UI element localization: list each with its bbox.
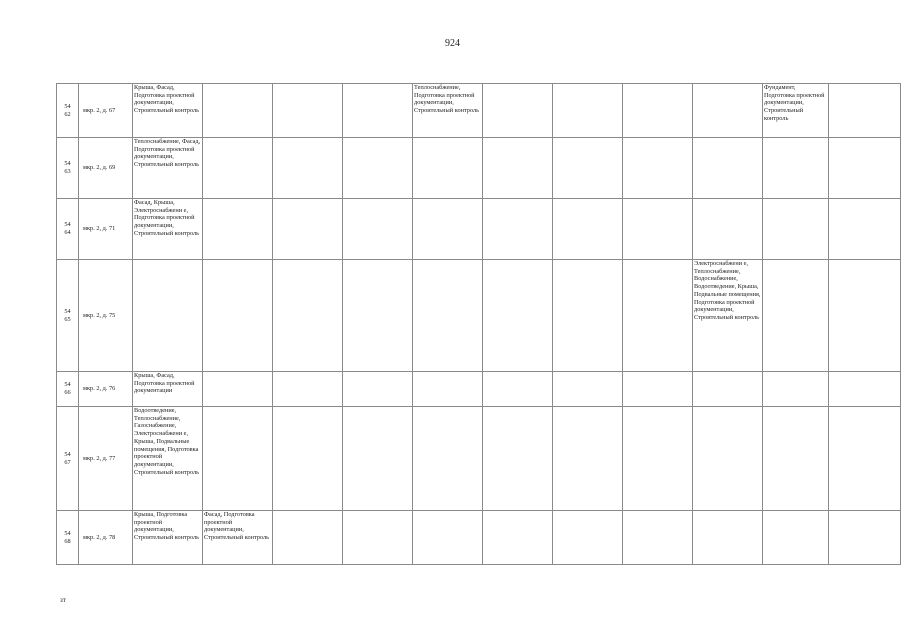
table-row: [57, 84, 901, 138]
work-type-cell: [693, 407, 763, 511]
work-type-cell: [273, 407, 343, 511]
table-row: [57, 511, 901, 565]
work-type-cell: [203, 372, 273, 407]
work-type-cell: [553, 84, 623, 138]
row-number-cell: 54 68: [57, 511, 79, 565]
table-row: [57, 199, 901, 260]
table-row: [57, 407, 901, 511]
work-type-cell: [693, 511, 763, 565]
work-type-cell: [829, 260, 901, 372]
work-type-cell: [829, 199, 901, 260]
work-type-cell: [693, 199, 763, 260]
work-type-cell: [829, 138, 901, 199]
address-cell: мкр. 2, д. 69: [79, 138, 133, 199]
address-cell: мкр. 2, д. 67: [79, 84, 133, 138]
work-type-cell: [413, 407, 483, 511]
work-type-cell: Крыша, Фасад, Подготовка проектной документации, Строительный контроль: [133, 84, 203, 138]
work-type-cell: Фасад, Подготовка проектной документации, Строительный контроль: [203, 511, 273, 565]
address-cell: мкр. 2, д. 75: [79, 260, 133, 372]
work-type-cell: [623, 84, 693, 138]
work-type-cell: [763, 511, 829, 565]
work-type-cell: [273, 84, 343, 138]
work-type-cell: [273, 260, 343, 372]
work-type-cell: [553, 199, 623, 260]
work-type-cell: [273, 511, 343, 565]
work-type-cell: [483, 260, 553, 372]
work-type-cell: [483, 372, 553, 407]
work-type-cell: Крыша, Подготовка проектной документации, Строительный контроль: [133, 511, 203, 565]
work-type-cell: [413, 199, 483, 260]
address-cell: мкр. 2, д. 77: [79, 407, 133, 511]
table-row: [57, 372, 901, 407]
work-type-cell: Крыша, Фасад, Подготовка проектной документации: [133, 372, 203, 407]
row-number-cell: 54 64: [57, 199, 79, 260]
work-type-cell: [553, 372, 623, 407]
work-type-cell: [553, 511, 623, 565]
work-type-cell: [829, 511, 901, 565]
table-row: [57, 260, 901, 372]
work-type-cell: Фасад, Крыша, Электроснабжени е, Подготовка проектной документации, Строительный контроль: [133, 199, 203, 260]
work-type-cell: [483, 407, 553, 511]
work-type-cell: [763, 138, 829, 199]
work-type-cell: [829, 84, 901, 138]
address-cell: мкр. 2, д. 71: [79, 199, 133, 260]
work-type-cell: [273, 138, 343, 199]
work-type-cell: [203, 84, 273, 138]
work-type-cell: [203, 407, 273, 511]
work-type-cell: [483, 138, 553, 199]
row-number-cell: 54 65: [57, 260, 79, 372]
footer-mark: зт: [60, 596, 66, 604]
row-number-cell: 54 62: [57, 84, 79, 138]
work-type-cell: [203, 138, 273, 199]
work-type-cell: [273, 372, 343, 407]
table-row: [57, 138, 901, 199]
work-type-cell: [483, 199, 553, 260]
work-type-cell: [623, 511, 693, 565]
work-type-cell: [553, 138, 623, 199]
work-type-cell: [343, 407, 413, 511]
work-type-cell: [413, 138, 483, 199]
work-type-cell: [623, 407, 693, 511]
work-type-cell: [343, 84, 413, 138]
work-type-cell: [343, 372, 413, 407]
work-type-cell: Теплоснабжение, Фасад, Подготовка проектной документации, Строительный контроль: [133, 138, 203, 199]
address-cell: мкр. 2, д. 76: [79, 372, 133, 407]
work-type-cell: [203, 260, 273, 372]
work-type-cell: [553, 260, 623, 372]
work-type-cell: Электроснабжени е, Теплоснабжение, Водоснабжение, Водоотведение, Крыша, Подвальные помещения, Подготовка проектной документации, Строительный контроль: [693, 260, 763, 372]
row-number-cell: 54 67: [57, 407, 79, 511]
work-schedule-table: [56, 83, 901, 565]
work-type-cell: Водоотведение, Теплоснабжение, Газоснабжение, Электроснабжени е, Крыша, Подвальные помещения, Подготовка проектной документации, Строительный контроль: [133, 407, 203, 511]
work-type-cell: [273, 199, 343, 260]
work-type-cell: [623, 372, 693, 407]
work-type-cell: [763, 199, 829, 260]
work-type-cell: Фундамент, Подготовка проектной документации, Строительный контроль: [763, 84, 829, 138]
page-number: 924: [445, 38, 460, 49]
work-type-cell: [763, 260, 829, 372]
work-type-cell: [203, 199, 273, 260]
work-type-cell: [693, 138, 763, 199]
work-type-cell: [553, 407, 623, 511]
work-type-cell: Теплоснабжение, Подготовка проектной документации, Строительный контроль: [413, 84, 483, 138]
row-number-cell: 54 63: [57, 138, 79, 199]
work-type-cell: [343, 511, 413, 565]
work-type-cell: [623, 260, 693, 372]
work-type-cell: [343, 138, 413, 199]
work-type-cell: [133, 260, 203, 372]
work-type-cell: [829, 407, 901, 511]
work-type-cell: [623, 138, 693, 199]
work-type-cell: [623, 199, 693, 260]
work-type-cell: [483, 511, 553, 565]
address-cell: мкр. 2, д. 78: [79, 511, 133, 565]
work-type-cell: [829, 372, 901, 407]
work-type-cell: [343, 199, 413, 260]
work-type-cell: [693, 84, 763, 138]
row-number-cell: 54 66: [57, 372, 79, 407]
work-type-cell: [693, 372, 763, 407]
table-body: [57, 84, 901, 565]
work-type-cell: [763, 372, 829, 407]
work-type-cell: [483, 84, 553, 138]
work-type-cell: [763, 407, 829, 511]
work-type-cell: [413, 260, 483, 372]
work-type-cell: [343, 260, 413, 372]
work-type-cell: [413, 372, 483, 407]
work-type-cell: [413, 511, 483, 565]
